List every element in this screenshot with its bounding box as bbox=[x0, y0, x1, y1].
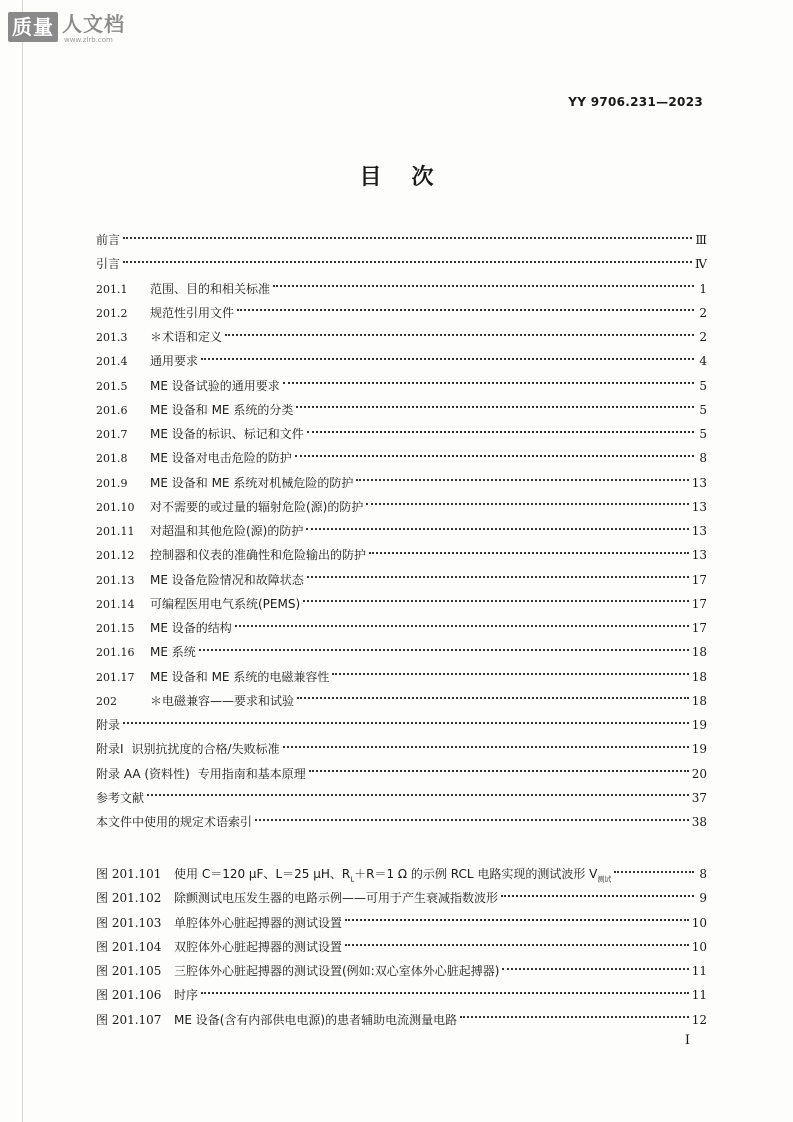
toc-entry-number: 201.13 bbox=[96, 573, 135, 587]
dot-leader bbox=[297, 696, 689, 699]
dot-leader bbox=[309, 769, 689, 772]
toc-entry-number: 本文件中使用的规定术语索引 bbox=[96, 815, 253, 829]
dot-leader bbox=[225, 333, 694, 336]
figure-number: 图 201.102 bbox=[96, 891, 162, 906]
toc-entry[interactable] bbox=[96, 592, 707, 616]
figure-number: 图 201.103 bbox=[96, 915, 162, 930]
toc-entry-page: 37 bbox=[691, 790, 707, 805]
toc-entry[interactable] bbox=[96, 689, 707, 713]
figure-page: 10 bbox=[691, 939, 707, 954]
toc-entry-page: 19 bbox=[691, 742, 707, 757]
toc-entry[interactable] bbox=[96, 519, 707, 543]
dot-leader bbox=[237, 308, 694, 311]
dot-leader bbox=[147, 793, 689, 796]
toc-entry-label: 通用要求 bbox=[150, 354, 199, 369]
dot-leader bbox=[306, 527, 688, 530]
toc-entry-page: 4 bbox=[699, 354, 707, 369]
toc-entry-number: 201.14 bbox=[96, 597, 135, 611]
figure-label-subscript: L bbox=[350, 875, 355, 884]
toc-entry-label: ME 设备的结构 bbox=[150, 621, 232, 635]
figure-number: 图 201.104 bbox=[96, 939, 162, 954]
toc-entry-page: 18 bbox=[691, 693, 707, 708]
figure-label bbox=[174, 886, 498, 910]
toc-entry[interactable] bbox=[96, 495, 707, 519]
toc-entry-label: ME 设备和 ME 系统的分类 bbox=[150, 402, 294, 417]
toc-entry-label: ME 设备的标识、标记和文件 bbox=[150, 427, 304, 441]
dot-leader bbox=[303, 599, 689, 602]
toc-entry-page: 17 bbox=[691, 621, 707, 635]
toc-entry-label: 专用指南和基本原理 bbox=[197, 766, 306, 781]
toc-entry-page: 13 bbox=[691, 524, 707, 538]
toc-entry-number: 前言 bbox=[96, 233, 121, 247]
toc-entry-number: 附录Ⅰ bbox=[96, 742, 124, 757]
figure-entry[interactable] bbox=[96, 911, 707, 935]
dot-leader bbox=[366, 502, 688, 505]
watermark-box: 质量 bbox=[8, 12, 58, 42]
dot-leader bbox=[199, 648, 689, 651]
figure-label-text: 使用 C＝120 μF、L＝25 μH、R bbox=[174, 867, 351, 881]
toc-entry-page: 38 bbox=[691, 815, 707, 829]
watermark-logo bbox=[8, 12, 125, 48]
figure-label-text: 三腔体外心脏起搏器的测试设置(例如:双心室体外心脏起搏器) bbox=[174, 964, 500, 979]
dot-leader bbox=[295, 454, 694, 457]
toc-entry[interactable] bbox=[96, 665, 707, 689]
toc-entry-page: 2 bbox=[699, 330, 707, 344]
figure-label bbox=[174, 935, 342, 959]
toc-entry-number: 201.8 bbox=[96, 452, 128, 466]
toc-entry-label: 控制器和仪表的准确性和危险输出的防护 bbox=[150, 548, 367, 563]
dot-leader bbox=[123, 260, 692, 263]
figure-label bbox=[174, 959, 499, 983]
toc-entry-label: 识别抗扰度的合格/失败标准 bbox=[131, 742, 280, 757]
toc-entry[interactable] bbox=[96, 374, 707, 398]
toc-entry-label: ME 设备危险情况和故障状态 bbox=[150, 572, 304, 587]
dot-leader bbox=[460, 1015, 689, 1018]
toc-entry[interactable] bbox=[96, 228, 707, 252]
figure-page: 12 bbox=[691, 1012, 707, 1027]
toc-entry[interactable] bbox=[96, 568, 707, 592]
toc-entry-number: 201.17 bbox=[96, 670, 135, 684]
toc-entry[interactable] bbox=[96, 277, 707, 301]
toc-entry-page: 5 bbox=[699, 402, 707, 417]
toc-entry-label: ME 设备和 ME 系统的电磁兼容性 bbox=[150, 669, 330, 684]
dot-leader bbox=[345, 943, 689, 946]
figure-label-text: 单腔体外心脏起搏器的测试设置 bbox=[174, 915, 343, 930]
dot-leader bbox=[345, 918, 689, 921]
toc-entry-number: 201.15 bbox=[96, 622, 135, 635]
dot-leader bbox=[369, 551, 689, 554]
figure-entry[interactable] bbox=[96, 935, 707, 959]
figure-page: 9 bbox=[699, 891, 707, 906]
dot-leader bbox=[201, 357, 694, 360]
figure-entry[interactable] bbox=[96, 1008, 707, 1032]
dot-leader bbox=[356, 478, 688, 481]
toc-entry-page: 20 bbox=[691, 766, 707, 781]
dot-leader bbox=[123, 236, 692, 239]
table-of-contents bbox=[96, 228, 707, 834]
toc-entry[interactable] bbox=[96, 446, 707, 470]
toc-entry-number: 附录 AA (资料性) bbox=[96, 766, 190, 781]
dot-leader bbox=[502, 967, 688, 970]
toc-entry-number: 201.2 bbox=[96, 306, 128, 320]
toc-entry-page: 5 bbox=[699, 378, 707, 393]
toc-entry-page: 19 bbox=[691, 718, 707, 732]
dot-leader bbox=[235, 624, 689, 627]
figure-label-subscript: 测试 bbox=[597, 875, 612, 884]
toc-entry[interactable] bbox=[96, 810, 707, 834]
toc-entry[interactable] bbox=[96, 471, 707, 495]
figure-number: 图 201.101 bbox=[96, 867, 162, 881]
toc-entry-page: 13 bbox=[691, 499, 707, 514]
toc-entry[interactable] bbox=[96, 398, 707, 422]
toc-entry-label: 规范性引用文件 bbox=[150, 305, 235, 320]
toc-entry-number: 201.4 bbox=[96, 355, 128, 369]
toc-entry-page: 13 bbox=[691, 548, 707, 563]
figure-label-text: 除颤测试电压发生器的电路示例——可用于产生衰减指数波形 bbox=[174, 891, 499, 906]
figure-entry[interactable] bbox=[96, 886, 707, 910]
dot-leader bbox=[307, 430, 694, 433]
toc-entry-label: ME 设备试验的通用要求 bbox=[150, 378, 280, 393]
toc-entry-page: 2 bbox=[699, 305, 707, 320]
toc-entry-label: 可编程医用电气系统(PEMS) bbox=[150, 596, 301, 611]
toc-entry-page: Ⅲ bbox=[695, 233, 707, 247]
toc-entry[interactable] bbox=[96, 762, 707, 786]
toc-entry-number: 201.10 bbox=[96, 500, 135, 514]
toc-entry-label: ME 设备和 ME 系统对机械危险的防护 bbox=[150, 475, 354, 490]
figure-number: 图 201.105 bbox=[96, 964, 162, 979]
toc-entry-number: 201.1 bbox=[96, 282, 128, 296]
toc-entry-page: 5 bbox=[699, 427, 707, 441]
toc-entry-number: 201.12 bbox=[96, 549, 135, 563]
toc-entry[interactable] bbox=[96, 252, 707, 276]
figure-label bbox=[174, 1008, 457, 1032]
figure-entry[interactable] bbox=[96, 862, 707, 886]
figure-number: 图 201.106 bbox=[96, 988, 162, 1003]
figure-number: 图 201.107 bbox=[96, 1012, 162, 1027]
figure-label-text: ME 设备(含有内部供电电源)的患者辅助电流测量电路 bbox=[174, 1012, 458, 1027]
watermark-title: 人文档 bbox=[62, 12, 125, 36]
figure-label bbox=[174, 911, 342, 935]
toc-entry-page: 13 bbox=[691, 475, 707, 490]
dot-leader bbox=[614, 870, 694, 873]
toc-entry[interactable] bbox=[96, 349, 707, 373]
toc-entry[interactable] bbox=[96, 301, 707, 325]
toc-entry[interactable] bbox=[96, 737, 707, 761]
toc-entry-label: ＊术语和定义 bbox=[150, 330, 223, 344]
toc-entry-number: 201.7 bbox=[96, 428, 128, 441]
figure-page: 11 bbox=[691, 964, 707, 979]
dot-leader bbox=[201, 991, 689, 994]
dot-leader bbox=[501, 894, 694, 897]
dot-leader bbox=[307, 575, 689, 578]
toc-entry-number: 201.3 bbox=[96, 331, 128, 344]
watermark-text-group bbox=[62, 12, 125, 44]
toc-entry-number: 201.6 bbox=[96, 403, 128, 417]
toc-entry-page: 8 bbox=[699, 451, 707, 466]
figure-entry[interactable] bbox=[96, 983, 707, 1007]
toc-entry-number: 参考文献 bbox=[96, 790, 145, 805]
toc-entry[interactable] bbox=[96, 422, 707, 446]
toc-entry[interactable] bbox=[96, 616, 707, 640]
figure-label bbox=[174, 983, 198, 1007]
toc-entry-number: 201.16 bbox=[96, 646, 135, 660]
toc-entry[interactable] bbox=[96, 640, 707, 664]
figure-page: 10 bbox=[691, 915, 707, 930]
toc-entry-number: 引言 bbox=[96, 257, 121, 272]
dot-leader bbox=[273, 284, 694, 287]
toc-entry-page: Ⅳ bbox=[695, 257, 707, 272]
toc-entry-label: ME 设备对电击危险的防护 bbox=[150, 451, 292, 466]
dot-leader bbox=[332, 672, 688, 675]
toc-entry-number: 202 bbox=[96, 694, 117, 708]
dot-leader bbox=[283, 381, 694, 384]
toc-entry-number: 201.5 bbox=[96, 379, 128, 393]
figure-label-text: 时序 bbox=[174, 988, 199, 1003]
toc-entry-label: 对超温和其他危险(源)的防护 bbox=[150, 524, 304, 538]
dot-leader bbox=[283, 745, 689, 748]
toc-entry-number: 附录 bbox=[96, 718, 121, 732]
figure-page: 11 bbox=[691, 988, 707, 1003]
dot-leader bbox=[255, 818, 689, 821]
figure-list bbox=[96, 862, 707, 1032]
toc-entry-label: ME 系统 bbox=[150, 645, 196, 660]
toc-entry[interactable] bbox=[96, 713, 707, 737]
dot-leader bbox=[123, 721, 689, 724]
toc-entry[interactable] bbox=[96, 543, 707, 567]
toc-entry-label: ＊电磁兼容——要求和试验 bbox=[150, 693, 295, 708]
toc-entry-label: 对不需要的或过量的辐射危险(源)的防护 bbox=[150, 499, 364, 514]
figure-entry[interactable] bbox=[96, 959, 707, 983]
figure-label-tail: ＋R＝1 Ω 的示例 RCL 电路实现的测试波形 V bbox=[354, 867, 598, 881]
toc-entry-page: 18 bbox=[691, 669, 707, 684]
toc-entry-number: 201.11 bbox=[96, 525, 135, 538]
toc-entry[interactable] bbox=[96, 325, 707, 349]
toc-entry-page: 17 bbox=[691, 572, 707, 587]
watermark-url: www.zlrb.com bbox=[64, 36, 113, 44]
toc-entry-number: 201.9 bbox=[96, 476, 128, 490]
toc-entry-page: 1 bbox=[699, 281, 707, 296]
toc-entry-page: 17 bbox=[691, 596, 707, 611]
figure-page: 8 bbox=[699, 867, 707, 881]
toc-entry[interactable] bbox=[96, 786, 707, 810]
standard-code: YY 9706.231—2023 bbox=[568, 95, 703, 109]
dot-leader bbox=[296, 405, 694, 408]
page-number: I bbox=[684, 1033, 690, 1048]
figure-label-text: 双腔体外心脏起搏器的测试设置 bbox=[174, 939, 343, 954]
toc-entry-page: 18 bbox=[691, 645, 707, 660]
toc-entry-label: 范围、目的和相关标准 bbox=[150, 281, 271, 296]
page-title: 目次 bbox=[359, 165, 464, 190]
